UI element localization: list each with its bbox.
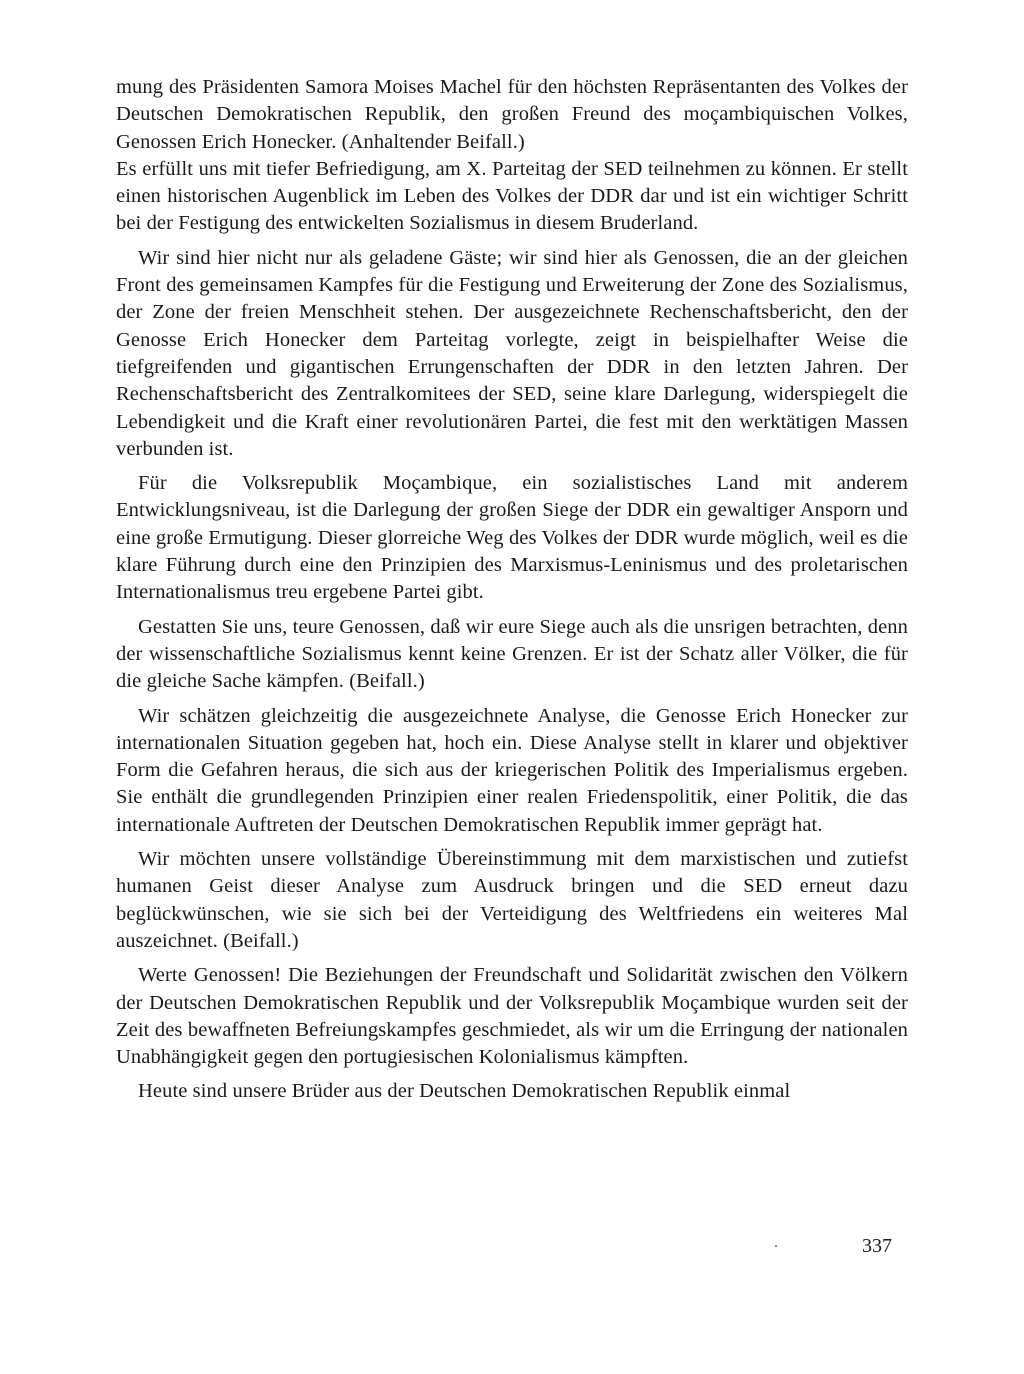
paragraph-genossen: Wir sind hier nicht nur als geladene Gäste; wir sind hier als Genossen, die an der gleichen Front des gemeinsamen Kampfes für die Festigung und Erweiterung der Zone des Sozialismus, der Zone der freien Menschheit stehen. Der ausgezeichnete Rechenschaftsbericht, den der Genosse Erich Honecker dem Parteitag vorlegte, zeigt in beispielhafter Weise die tiefgreifenden und gigantischen Errungenschaften der DDR in den letzten Jahren. Der Rechenschaftsbericht des Zentralkomitees der SED, seine klare Darlegung, widerspiegelt die Lebendigkeit und die Kraft einer revolutionären Partei, die fest mit den werktätigen Massen verbunden ist. <box>116 246 908 460</box>
paragraph-analyse: Wir schätzen gleichzeitig die ausgezeichnete Analyse, die Genosse Erich Honecker zur internationalen Situation gegeben hat, hoch ein. Diese Analyse stellt in klarer und objektiver Form die Gefahren heraus, die sich aus der kriegerischen Politik des Imperialismus ergeben. Sie enthält die grundlegenden Prinzipien einer realen Friedenspolitik, einer Politik, die das internationale Auftreten der Deutschen Demokratischen Republik immer geprägt hat. <box>116 704 908 836</box>
paragraph-parteitag: Es erfüllt uns mit tiefer Befriedigung, am X. Parteitag der SED teilnehmen zu können. Er stellt einen historischen Augenblick im Leben des Volkes der DDR dar und ist ein wichtiger Schritt bei der Festigung des entwickelten Sozialismus in diesem Bruderland. <box>116 157 908 235</box>
page-number: 337 <box>862 1235 892 1257</box>
paragraph-mocambique: Für die Volksrepublik Moçambique, ein sozialistisches Land mit anderem Entwicklungsniveau, ist die Darlegung der großen Siege der DDR ein gewaltiger Ansporn und eine große Ermutigung. Dieser glorreiche Weg des Volkes der DDR wurde möglich, weil es die klare Führung durch eine den Prinzipien des Marxismus-Leninismus und des proletarischen Internationalismus treu ergebene Partei gibt. <box>116 472 908 604</box>
paragraph-siege: Gestatten Sie uns, teure Genossen, daß wir eure Siege auch als die unsrigen betrachten, denn der wissenschaftliche Sozialismus kennt keine Grenzen. Er ist der Schatz aller Völker, die für die gleiche Sache kämpfen. (Beifall.) <box>116 615 908 693</box>
paragraph-freundschaft: Werte Genossen! Die Beziehungen der Freundschaft und Solidarität zwischen den Völkern der Deutschen Demokratischen Republik und der Volksrepublik Moçambique wurden seit der Zeit des bewaffneten Befreiungskampfes geschmiedet, als wir um die Erringung der nationalen Unabhängigkeit gegen den portugiesischen Kolonialismus kämpften. <box>116 964 908 1069</box>
paragraph-uebereinstimmung: Wir möchten unsere vollständige Übereinstimmung mit dem marxistischen und zutiefst humanen Geist dieser Analyse zum Ausdruck bringen und die SED erneut dazu beglückwünschen, wie sie sich bei der Verteidigung des Weltfriedens ein weiteres Mal auszeichnet. (Beifall.) <box>116 848 908 952</box>
paragraph-continuation: mung des Präsidenten Samora Moises Machel für den höchsten Repräsentanten des Volkes der Deutschen Demokratischen Republik, den großen Freund des moçambiquischen Volkes, Genossen Erich Honecker. (Anhaltender Beifall.) <box>116 76 908 153</box>
print-speck <box>775 1245 777 1247</box>
body-text <box>116 74 908 1106</box>
paragraph-heute: Heute sind unsere Brüder aus der Deutschen Demokratischen Republik einmal <box>138 1080 791 1103</box>
